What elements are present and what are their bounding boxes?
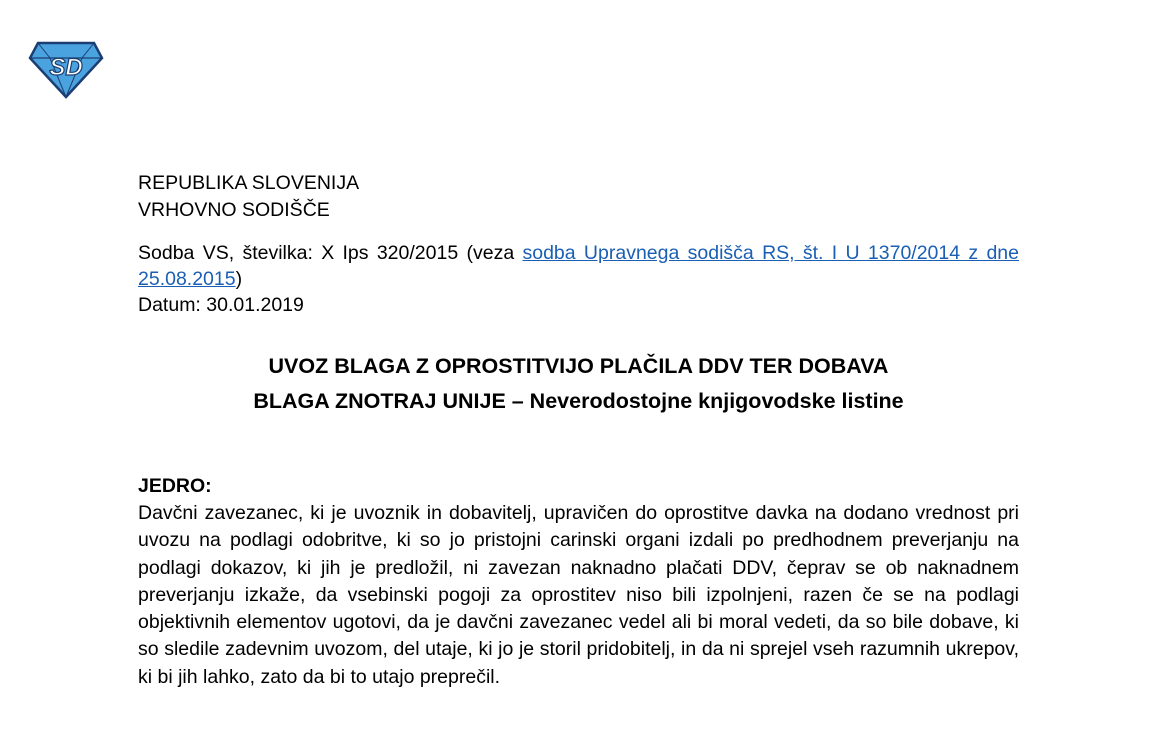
logo-lettering: SD bbox=[49, 54, 83, 81]
document-body bbox=[138, 170, 1019, 691]
court-header bbox=[138, 170, 1019, 224]
document-title bbox=[138, 349, 1019, 419]
diamond-logo-icon bbox=[28, 40, 104, 100]
title-line-2: BLAGA ZNOTRAJ UNIJE – Neverodostojne knjigovodske listine bbox=[253, 389, 904, 413]
country-name: REPUBLIKA SLOVENIJA bbox=[138, 172, 360, 194]
judgment-suffix: ) bbox=[235, 268, 243, 290]
judgment-number: Sodba VS, številka: X Ips 320/2015 (veza bbox=[138, 242, 523, 264]
court-name: VRHOVNO SODIŠČE bbox=[138, 199, 330, 221]
court-logo bbox=[28, 40, 104, 100]
judgment-date: Datum: 30.01.2019 bbox=[138, 294, 304, 316]
title-line-1: UVOZ BLAGA Z OPROSTITVIJO PLAČILA DDV TER DOBAVA bbox=[268, 354, 889, 378]
core-paragraph: Davčni zavezanec, ki je uvoznik in dobavitelj, upravičen do oprostitve davka na dodano vrednost pri uvozu na podlagi odobritve, ki so jo pristojni carinski organi izdali po predhodnem preverjanju na podlagi dokazov, ki jih je predložil, ni zavezan naknadno plačati DDV, čeprav se ob naknadnem preverjanju izkaže, da vsebinski pogoji za oprostitev niso bili izpolnjeni, razen če se na podlagi objektivnih elementov ugotovi, da je davčni zavezanec vedel ali bi moral vedeti, da so bile dobave, ki so sledile zadevnim uvozom, del utaje, ki jo je storil pridobitelj, in da ni sprejel vseh razumnih ukrepov, ki bi jih lahko, zato da bi to utajo preprečil. bbox=[138, 502, 1019, 688]
judgment-reference bbox=[138, 240, 1019, 292]
core-heading: JEDRO: bbox=[138, 475, 212, 497]
lower-court-judgment-link[interactable]: sodba Upravnega sodišča RS, št. I U 1370/2014 z dne 25.08.2015 bbox=[138, 242, 1019, 290]
